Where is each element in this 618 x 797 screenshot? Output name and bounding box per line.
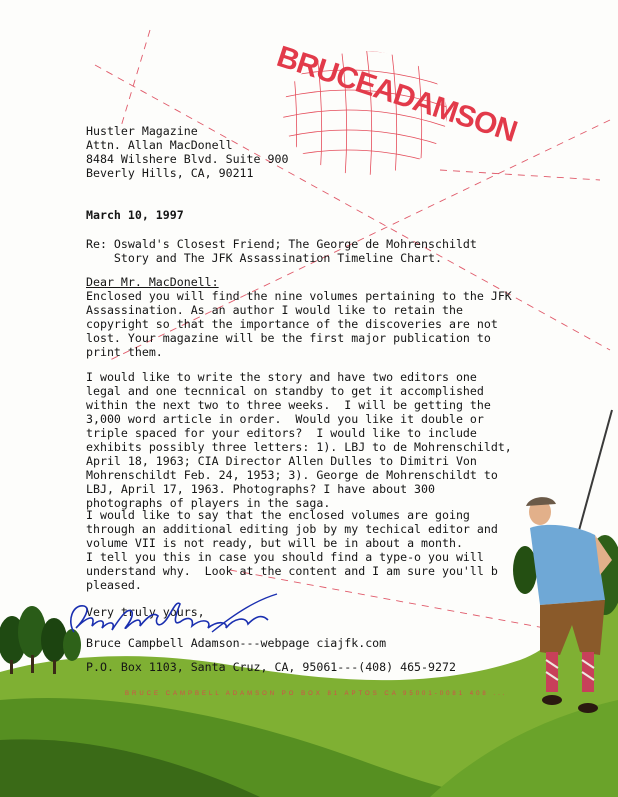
body-line: I would like to write the story and have two editors one [86,370,477,384]
closing: Very truly yours, [86,605,205,619]
body-line: copyright so that the importance of the discoveries are not [86,317,498,331]
subject-text: Story and The JFK Assassination Timeline Chart. [86,251,442,265]
body-line: print them. [86,345,163,359]
sender-address-line: P.O. Box 1103, Santa Cruz, CA, 95061---(408) 465-9272 [86,660,456,674]
recipient-line: Attn. Allan MacDonell [86,138,233,152]
sender-name-line: Bruce Campbell Adamson---webpage ciajfk.com [86,636,387,650]
recipient-line: 8484 Wilshere Blvd. Suite 900 [86,152,289,166]
body-line: within the next two to three weeks. I will be getting the [86,398,491,412]
body-line: I would like to say that the enclosed volumes are going [86,508,470,522]
body-line: photographs of players in the saga. [86,496,331,510]
subject-text: Re: Oswald's Closest Friend; The George de Mohrenschildt [86,237,477,251]
body-line: legal and one tecnnical on standby to get it accomplished [86,384,484,398]
body-line: through an additional editing job by my techical editor and [86,522,498,536]
recipient-line: Beverly Hills, CA, 90211 [86,166,254,180]
body-line: April 18, 1963; CIA Director Allen Dulles to Dimitri Von [86,454,477,468]
body-line: I tell you this in case you should find a type-o you will [86,550,484,564]
body-line: Mohrenschildt Feb. 24, 1953; 3). George de Mohrenschildt to [86,468,498,482]
body-line: pleased. [86,578,142,592]
body-line: exhibits possibly three letters: 1). LBJ to de Mohrenschildt, [86,440,512,454]
body-line: understand why. Look at the content and I am sure you'll b [86,564,498,578]
recipient-line: Hustler Magazine [86,124,198,138]
body-line: LBJ, April 17, 1963. Photographs? I have about 300 [86,482,436,496]
body-line: 3,000 word article in order. Would you like it double or [86,412,484,426]
body-line: Enclosed you will find the nine volumes pertaining to the JFK [86,289,512,303]
logo-wordmark: BRUCEADAMSON [272,40,521,149]
handwritten-signature [62,592,282,642]
salutation: Dear Mr. MacDonell: [86,275,219,289]
body-line: triple spaced for your editors? I would like to include [86,426,477,440]
letter-date: March 10, 1997 [86,208,184,222]
body-line: volume VII is not ready, but will be in about a month. [86,536,463,550]
body-line: Assassination. As an author I would like to retain the [86,303,463,317]
footer-red-text: BRUCE CAMPBELL ADAMSON PO BOX 81 APTOS CA 95001-0081 408 ... [125,691,508,697]
body-line: lost. Your magazine will be the first major publication to [86,331,491,345]
